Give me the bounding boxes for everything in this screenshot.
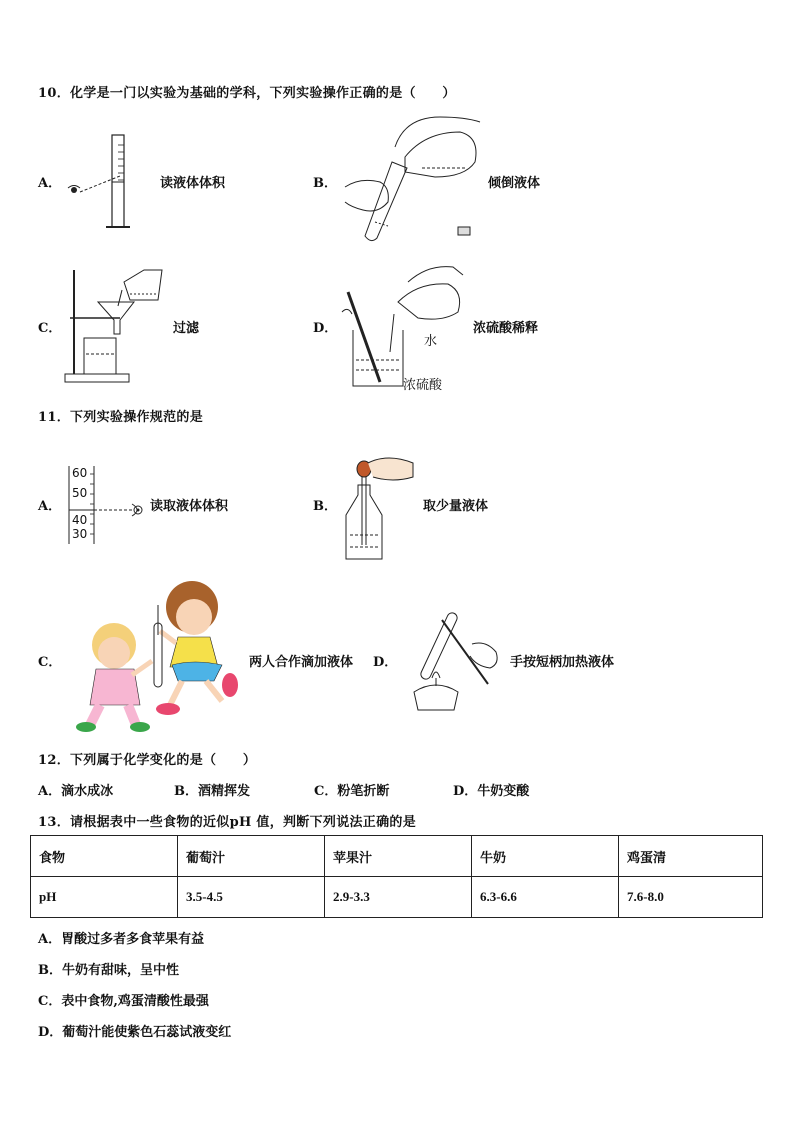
table-cell: 6.3-6.6 <box>472 877 619 918</box>
q12-stem: 12．下列属于化学变化的是（ ） <box>38 753 257 768</box>
q11-stem: 11．下列实验操作规范的是 <box>38 410 203 425</box>
q10-d-acid-label: 浓硫酸 <box>403 378 443 393</box>
table-header-row <box>31 836 763 877</box>
q10-b-pouring-liquid-image <box>340 112 480 242</box>
table-cell: 7.6-8.0 <box>619 877 763 918</box>
q10-a-measuring-cylinder-image <box>60 130 150 235</box>
q13-stem: 13．请根据表中一些食物的近似pH 值，判断下列说法正确的是 <box>38 815 416 830</box>
ph-table <box>30 835 763 918</box>
q11-a-scale-40: 40 <box>72 513 88 527</box>
q11-a-scale-30: 30 <box>72 527 88 541</box>
table-cell: 3.5-4.5 <box>178 877 325 918</box>
q10-c-filtration-image <box>62 262 172 386</box>
q11-a-scale-50: 50 <box>72 486 88 500</box>
q13-option-b: B．牛奶有甜味，呈中性 <box>38 963 179 978</box>
q13-option-a: A．胃酸过多者多食苹果有益 <box>38 932 205 947</box>
q11-a-scale-60: 60 <box>72 466 88 480</box>
table-header-cell: 葡萄汁 <box>178 836 325 877</box>
q12-option-b: B．酒精挥发 <box>174 784 250 799</box>
q10-d-water-label: 水 <box>424 334 438 349</box>
q11-option-a-caption: 读取液体体积 <box>150 499 229 514</box>
q11-b-dropper-bottle-image <box>340 455 420 563</box>
q10-option-d-caption: 浓硫酸稀释 <box>473 321 539 336</box>
q11-d-heating-tube-image <box>398 606 506 716</box>
q11-option-c-letter: C． <box>38 655 62 670</box>
q11-option-b-letter: B． <box>313 499 337 514</box>
q10-option-d-letter: D． <box>313 321 338 336</box>
table-cell: pH <box>31 877 178 918</box>
table-header-cell: 苹果汁 <box>325 836 472 877</box>
q10-stem: 10．化学是一门以实验为基础的学科，下列实验操作正确的是（ ） <box>38 86 456 101</box>
q12-option-a: A．滴水成冰 <box>38 784 114 799</box>
q11-option-d-letter: D． <box>373 655 398 670</box>
q11-option-b-caption: 取少量液体 <box>423 499 489 514</box>
q11-option-a-letter: A． <box>38 499 62 514</box>
table-header-cell: 食物 <box>31 836 178 877</box>
q10-option-b-letter: B． <box>313 176 337 191</box>
q13-option-c: C．表中食物,鸡蛋清酸性最强 <box>38 994 209 1009</box>
q10-option-b-caption: 倾倒液体 <box>488 176 541 191</box>
q11-option-d-caption: 手按短柄加热液体 <box>510 655 615 670</box>
q10-d-dilution-image <box>338 262 468 392</box>
table-cell: 2.9-3.3 <box>325 877 472 918</box>
q11-c-two-kids-image <box>70 575 245 735</box>
q12-option-d: D．牛奶变酸 <box>453 784 530 799</box>
table-header-cell: 鸡蛋清 <box>619 836 763 877</box>
q11-option-c-caption: 两人合作滴加液体 <box>249 655 354 670</box>
q10-option-a-caption: 读液体体积 <box>160 176 226 191</box>
q10-option-c-letter: C． <box>38 321 62 336</box>
table-header-cell: 牛奶 <box>472 836 619 877</box>
q10-option-a-letter: A． <box>38 176 62 191</box>
table-row <box>31 877 763 918</box>
q13-option-d: D．葡萄汁能使紫色石蕊试液变红 <box>38 1025 232 1040</box>
q12-option-c: C．粉笔折断 <box>314 784 390 799</box>
q10-option-c-caption: 过滤 <box>173 321 200 336</box>
